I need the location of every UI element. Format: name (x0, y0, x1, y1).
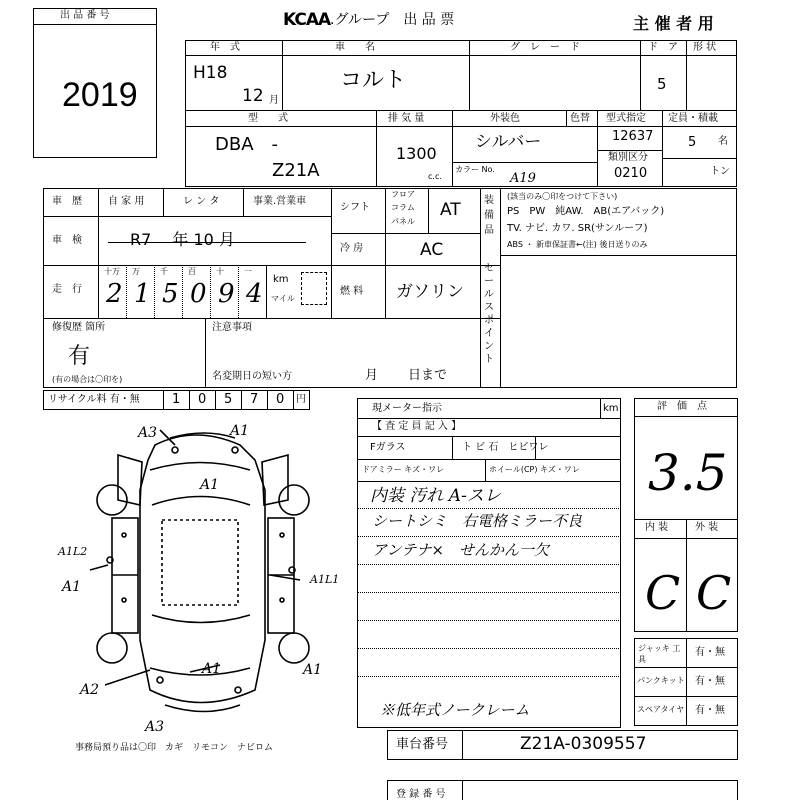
mileage-digit: 0 (190, 279, 207, 309)
mile-label: マイル (271, 294, 295, 303)
color-no-label: カラー No. (455, 165, 495, 174)
model-code: Z21A (272, 160, 320, 181)
lot-label: 出 品 番 号 (60, 10, 110, 21)
glass-label: Fガラス (370, 442, 406, 453)
model-label: 型 式 (248, 113, 288, 124)
recycle-digit: 5 (224, 392, 233, 407)
shift-label: シフト (340, 202, 370, 213)
repair-value: 有 (68, 344, 91, 369)
recycle-digit: 0 (276, 392, 285, 407)
mileage-digit-header: 千 (160, 267, 168, 276)
car-name-label: 車 名 (335, 42, 375, 53)
deadline-day: 日まで (408, 368, 448, 383)
spare-label: スペアタイヤ (637, 705, 685, 714)
mileage-digit-header: 十 (216, 267, 224, 276)
business-use: 事業.営業車 (253, 196, 307, 207)
mileage-digit-header: 万 (132, 267, 140, 276)
exterior-color: シルバー (475, 132, 542, 152)
wheel-label: ホイール(CP) キズ・ワレ (489, 465, 580, 474)
mark-a1l2-left: A1L2 (58, 545, 88, 558)
cc-unit: c.c. (428, 172, 442, 181)
jack-yes-no: 有・無 (695, 647, 725, 658)
capacity-unit: 名 (718, 136, 728, 147)
grade-label: グ レ ー ド (510, 42, 580, 53)
fuel-value: ガソリン (396, 282, 464, 302)
sales-point-label: セールスポイント (484, 263, 494, 365)
shift-column: コラム (391, 203, 415, 212)
glass-items: ト ビ 石 ヒビワレ (462, 442, 549, 453)
mileage-digit-header: 十万 (104, 267, 120, 276)
model-designation-label: 型式指定 (606, 113, 646, 124)
mileage-digit: 1 (134, 279, 151, 309)
displacement: 1300 (396, 144, 437, 163)
private-use: 自 家 用 (108, 196, 145, 207)
year-label: 年 式 (210, 42, 240, 53)
mileage-digit-header: 百 (188, 267, 196, 276)
color-no: A19 (510, 171, 536, 186)
inspector-section: 【 査 定 員 記 入 】 (372, 421, 462, 432)
mark-a3-top: A3 (138, 425, 158, 441)
mileage-digit: 4 (246, 279, 263, 309)
history-label: 車 歴 (52, 196, 82, 207)
ac-label: 冷 房 (340, 243, 364, 254)
lot-number: 2019 (62, 76, 138, 114)
puncture-yes-no: 有・無 (695, 676, 725, 687)
mileage-digit: 2 (106, 279, 123, 309)
comment-1: 内装 汚れ A-スレ (370, 486, 501, 506)
mark-a1-top: A1 (230, 423, 250, 439)
interior-grade: C (645, 566, 681, 620)
org-title: .グループ 出 品 票 (330, 12, 455, 28)
mileage-digit: 5 (162, 279, 179, 309)
mark-a3-bottom: A3 (145, 719, 165, 735)
doors: 5 (657, 75, 667, 93)
comment-4: ※低年式ノークレーム (380, 701, 530, 719)
mark-a2-rear-left: A2 (80, 682, 100, 698)
exterior-label: 外 装 (695, 522, 719, 533)
recycle-digit: 1 (172, 392, 181, 407)
exterior-color-label: 外装色 (490, 113, 520, 124)
diagram-footer: 事務局預り品は〇印 カギ リモコン ナビロム (75, 743, 274, 753)
repair-label: 修復歴 箇所 (52, 322, 106, 333)
category: 0210 (614, 166, 648, 181)
model-prefix: DBA - (215, 134, 279, 155)
rental-use: レ ン タ (183, 196, 220, 207)
reg-label: 登 録 番 号 (396, 789, 446, 800)
color-change-label: 色替 (570, 113, 590, 124)
equipment-line1: PS PW 純AW. AB(エアバック) (507, 206, 665, 217)
comment-3: アンテナ× せんかん一欠 (372, 541, 549, 559)
year-month: 12 (242, 86, 264, 106)
shift-floor: フロア (391, 190, 415, 199)
comment-2: シートシミ 右電格ミラー不良 (372, 512, 583, 530)
interior-label: 内 装 (645, 522, 669, 533)
recycle-digit: 7 (250, 392, 259, 407)
deadline-label: 名変期日の短い方 (212, 371, 292, 382)
chassis-label: 車台番号 (396, 737, 449, 752)
score-label: 評 価 点 (657, 401, 707, 412)
car-name: コルト (340, 68, 407, 93)
mark-a1-rear: A1 (202, 661, 222, 677)
inspection-label: 車 検 (52, 235, 82, 246)
recycle-label: リサイクル料 有・無 (48, 394, 140, 405)
mark-a1-rear-right: A1 (303, 662, 323, 678)
deadline-month: 月 (365, 368, 379, 383)
score-value: 3.5 (648, 444, 728, 502)
door-label: ド ア (648, 42, 678, 53)
displacement-label: 排 気 量 (388, 113, 425, 124)
mileage-digit: 9 (218, 279, 235, 309)
shift-panel: パネル (391, 217, 415, 226)
mirror-label: ドアミラー キズ・ワレ (362, 465, 445, 474)
puncture-label: パンクキット (637, 676, 685, 685)
exterior-grade: C (696, 566, 732, 620)
capacity-label: 定員・積載 (668, 113, 718, 124)
jack-label: ジャッキ 工 具 (638, 644, 681, 664)
year-era: H18 (193, 63, 228, 83)
inspection-value: R7 年 10 月 (130, 230, 235, 249)
ac-value: AC (420, 240, 444, 260)
equipment-note: (該当のみ〇印をつけて下さい) (507, 192, 618, 201)
mileage-digit-header: 一 (244, 267, 252, 276)
capacity: 5 (688, 135, 697, 150)
km-label: km (273, 274, 289, 285)
load-unit: トン (710, 166, 730, 177)
shape-label: 形 状 (693, 42, 717, 53)
equipment-line3: ABS ・ 新車保証書←(注) 後日送りのみ (507, 240, 648, 249)
chassis-value: Z21A-0309557 (520, 734, 647, 754)
model-designation: 12637 (612, 129, 654, 144)
equipment-label: 装 備 品 (484, 195, 494, 236)
mark-a1l1-right: A1L1 (310, 573, 340, 586)
mark-a1-hood: A1 (200, 477, 220, 493)
shift-value: AT (440, 200, 461, 220)
org-logo: KCAA (283, 10, 331, 30)
recycle-unit: 円 (296, 394, 306, 405)
category-label: 類別区分 (608, 152, 648, 163)
role-label: 主 催 者 用 (633, 14, 714, 33)
month-unit: 月 (269, 95, 279, 106)
recycle-digit: 0 (198, 392, 207, 407)
fuel-label: 燃 料 (340, 286, 364, 297)
repair-note: (有の場合は〇印を) (52, 375, 123, 384)
mile-checkbox[interactable] (301, 272, 327, 305)
spare-yes-no: 有・無 (695, 705, 725, 716)
mark-a1-left: A1 (62, 579, 82, 595)
mileage-label: 走 行 (52, 284, 82, 295)
equipment-line2: TV. ナビ. カワ. SR(サンルーフ) (507, 223, 648, 234)
notes-label: 注意事項 (212, 322, 252, 333)
meter-label: 現メーター指示 (372, 403, 442, 414)
meter-unit: km (603, 403, 619, 414)
